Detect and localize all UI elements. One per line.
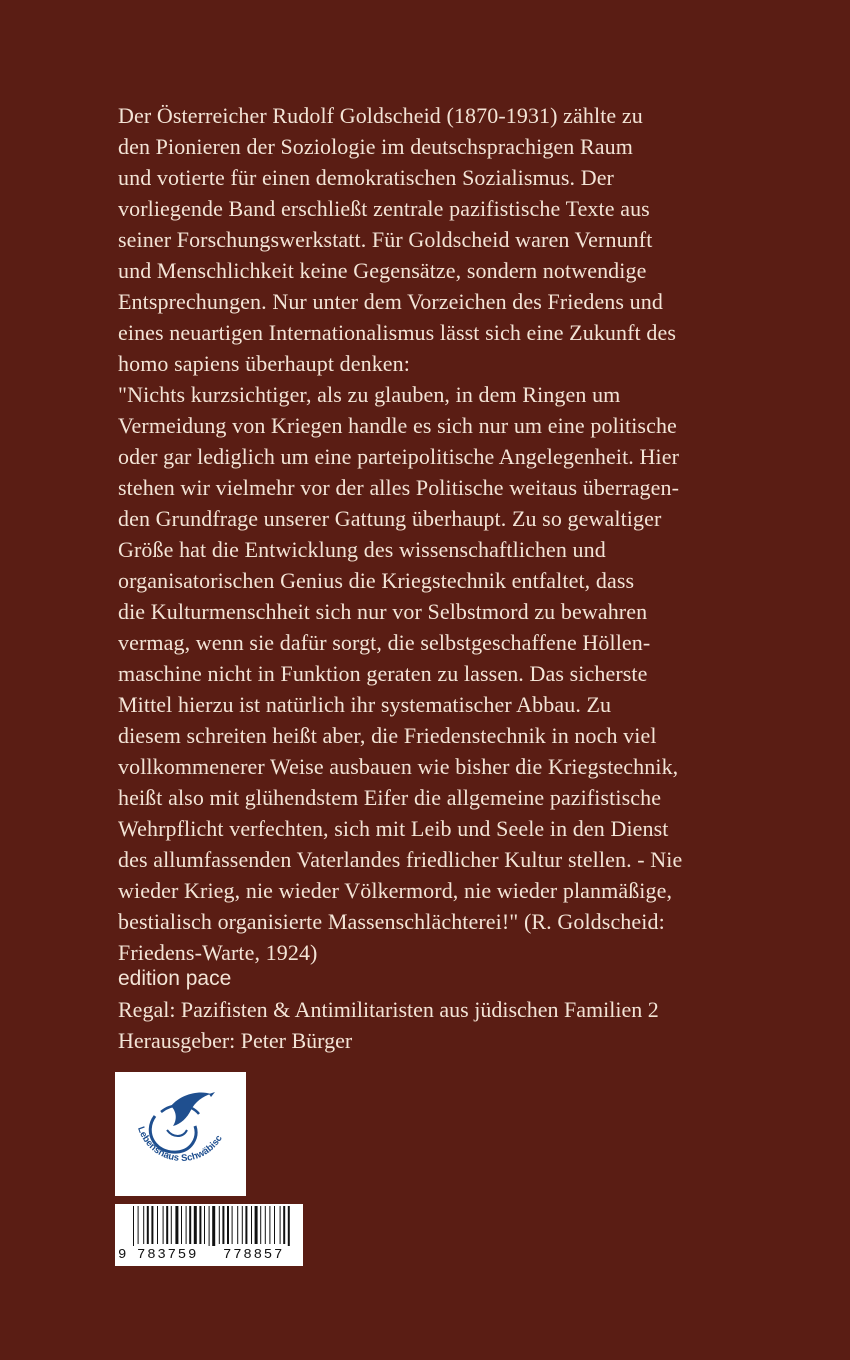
publisher-imprint: edition pace (118, 967, 232, 990)
barcode-bar (163, 1206, 164, 1244)
barcode-bar (209, 1206, 210, 1246)
barcode-bar (166, 1206, 168, 1244)
dove-logo-icon (115, 1072, 246, 1196)
quote-line: des allumfassenden Vaterlandes friedlicher Kultur stellen. - Nie (118, 847, 683, 872)
barcode-bar (204, 1206, 205, 1244)
barcode-bar (242, 1206, 243, 1244)
barcode-bar (222, 1206, 224, 1244)
barcode-bar (151, 1206, 153, 1244)
quote-line: Vermeidung von Kriegen handle es sich nur um eine politische (118, 413, 677, 438)
logo-text: Lebenshaus Schwäbisc (135, 1125, 225, 1165)
blurb-line: homo sapiens überhaupt denken: (118, 351, 410, 376)
blurb-line: vorliegende Band erschließt zentrale pazifistische Texte aus (118, 196, 650, 221)
blurb-line: Der Österreicher Rudolf Goldscheid (1870-1931) zählte zu (118, 103, 643, 128)
barcode-bar (133, 1206, 134, 1246)
quote-line: heißt also mit glühendstem Eifer die allgemeine pazifistische (118, 785, 662, 810)
barcode-bar (237, 1206, 238, 1244)
quote-line: vermag, wenn sie dafür sorgt, die selbstgeschaffene Höllen- (118, 630, 651, 655)
quote-line: Wehrpflicht verfechten, sich mit Leib und Seele in den Dienst (118, 816, 669, 841)
quote-line: Friedens-Warte, 1924) (118, 940, 318, 965)
barcode-bar (189, 1206, 191, 1244)
barcode-bar (251, 1206, 252, 1244)
series-info (118, 994, 758, 1056)
barcode-bar (147, 1206, 149, 1244)
quote-line: bestialisch organisierte Massenschlächterei!" (R. Goldscheid: (118, 909, 665, 934)
isbn-barcode (115, 1204, 303, 1266)
quote-line: Mittel hierzu ist natürlich ihr systematischer Abbau. Zu (118, 692, 612, 717)
barcode-bar (138, 1206, 139, 1244)
barcode-icon (115, 1204, 303, 1246)
quote-line: den Grundfrage unserer Gattung überhaupt. Zu so gewaltiger (118, 506, 662, 531)
barcode-bar (212, 1206, 215, 1246)
blurb-line: eines neuartigen Internationalismus lässt sich eine Zukunft des (118, 320, 676, 345)
quote-line: "Nichts kurzsichtiger, als zu glauben, in dem Ringen um (118, 382, 621, 407)
barcode-bar (194, 1206, 197, 1244)
barcode-bar (199, 1206, 201, 1244)
blurb-line: den Pionieren der Soziologie im deutschsprachigen Raum (118, 134, 633, 159)
blurb-line: Entsprechungen. Nur unter dem Vorzeichen des Friedens und (118, 289, 663, 314)
barcode-bar (227, 1206, 229, 1244)
blurb-line: seiner Forschungswerkstatt. Für Goldscheid waren Vernunft (118, 227, 653, 252)
quote-line: Größe hat die Entwicklung des wissenschaftlichen und (118, 537, 606, 562)
barcode-bar (186, 1206, 187, 1244)
shelf-line: Regal: Pazifisten & Antimilitaristen aus jüdischen Familien 2 (118, 997, 659, 1022)
barcode-bar (143, 1206, 144, 1244)
barcode-bar (260, 1206, 261, 1244)
quote-line: die Kulturmenschheit sich nur vor Selbstmord zu bewahren (118, 599, 648, 624)
quote-line: maschine nicht in Funktion geraten zu lassen. Das sicherste (118, 661, 648, 686)
barcode-bar (269, 1206, 270, 1244)
barcode-bar (255, 1206, 258, 1244)
barcode-bar (219, 1206, 220, 1244)
blurb-text (118, 100, 718, 968)
quote-line: vollkommenerer Weise ausbauen wie bisher die Kriegstechnik, (118, 754, 679, 779)
barcode-bar (283, 1206, 285, 1244)
barcode-bar (280, 1206, 281, 1244)
quote-line: oder gar lediglich um eine parteipolitische Angelegenheit. Hier (118, 444, 679, 469)
barcode-bar (245, 1206, 247, 1244)
barcode-first-digit: 9 (118, 1247, 127, 1263)
barcode-bar (274, 1206, 275, 1244)
blurb-line: und votierte für einen demokratischen Sozialismus. Der (118, 165, 614, 190)
barcode-bar (175, 1206, 178, 1244)
quote-line: diesem schreiten heißt aber, die Friedenstechnik in noch viel (118, 723, 657, 748)
barcode-right-group: 778857 (223, 1247, 285, 1263)
quote-line: stehen wir vielmehr vor der alles Politische weitaus überragen- (118, 475, 680, 500)
barcode-bar (157, 1206, 158, 1244)
quote-line: wieder Krieg, nie wieder Völkermord, nie wieder planmäßige, (118, 878, 673, 903)
barcode-left-group: 783759 (137, 1247, 199, 1263)
barcode-bar (171, 1206, 172, 1244)
barcode-bar (232, 1206, 233, 1244)
lebenshaus-logo (115, 1072, 246, 1196)
editor-line: Herausgeber: Peter Bürger (118, 1028, 353, 1053)
quote-line: organisatorischen Genius die Kriegstechnik entfaltet, dass (118, 568, 635, 593)
barcode-bar (265, 1206, 266, 1244)
barcode-bar (181, 1206, 182, 1244)
barcode-number (115, 1247, 303, 1263)
barcode-bar (288, 1206, 290, 1246)
blurb-line: und Menschlichkeit keine Gegensätze, sondern notwendige (118, 258, 647, 283)
